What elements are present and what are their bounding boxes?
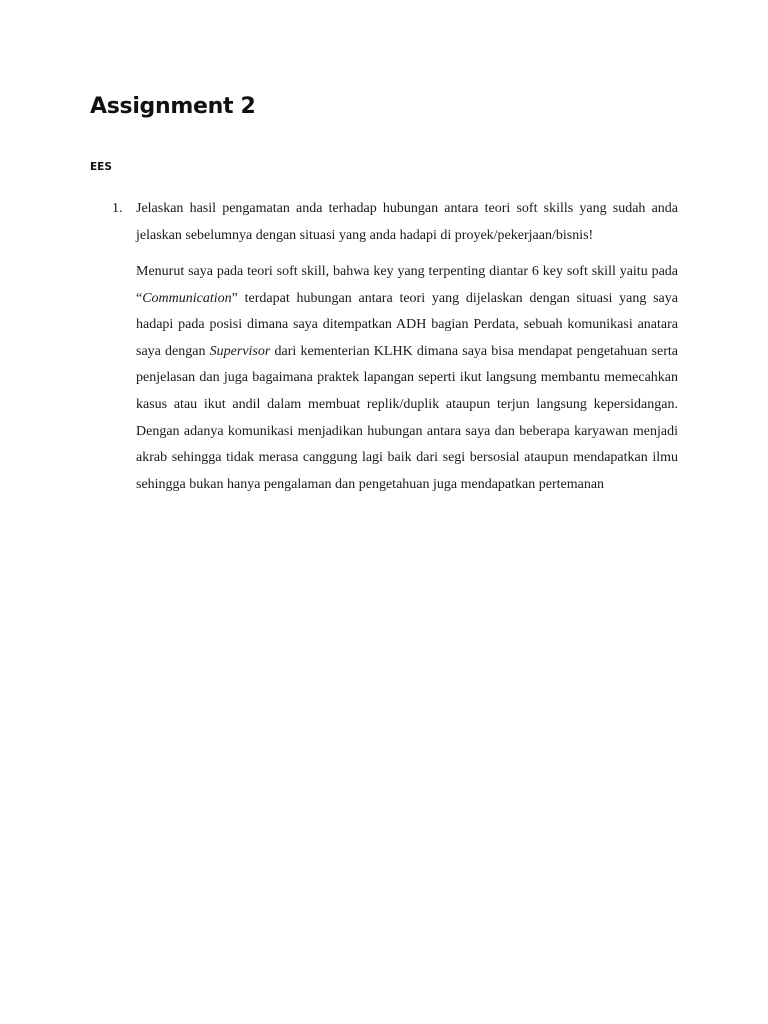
question-text: Jelaskan hasil pengamatan anda terhadap hubungan antara teori soft skills yang sudah anda jelaskan sebelumnya dengan situasi yang anda hadapi di proyek/pekerjaan/bisnis!: [136, 201, 678, 243]
document-subtitle: EES: [90, 161, 112, 173]
answer-text-part3: dari kementerian KLHK dimana saya bisa mendapat pengetahuan serta penjelasan dan juga bagaimana praktek lapangan seperti ikut langsung membantu memecahkan kasus atau ikut andil dalam membuat replik/duplik ataupun terjun langsung kepersidangan. Dengan adanya komunikasi menjadikan hubungan antara saya dan beberapa karyawan menjadi akrab sehingga tidak merasa canggung lagi baik dari segi bersosial ataupun mendapatkan ilmu sehingga bukan hanya pengalaman dan pengetahuan juga mendapatkan pertemanan: [136, 343, 678, 492]
answer-italic-communication: Communication: [142, 290, 232, 306]
answer-paragraph: [136, 259, 678, 498]
question-number: 1.: [112, 201, 123, 216]
answer-text-part2: ” terdapat hubungan antara teori yang dijelaskan dengan situasi yang saya hadapi pada posisi dimana saya ditempatkan ADH bagian Perdata, sebuah komunikasi anatara saya dengan: [136, 290, 678, 359]
question-list-item: [112, 196, 678, 249]
answer-italic-supervisor: Supervisor: [209, 343, 271, 359]
answer-text-part1: Menurut saya pada teori soft skill, bahwa key yang terpenting diantar 6 key soft skill yaitu pada “: [136, 264, 678, 306]
document-title: Assignment 2: [90, 94, 256, 119]
